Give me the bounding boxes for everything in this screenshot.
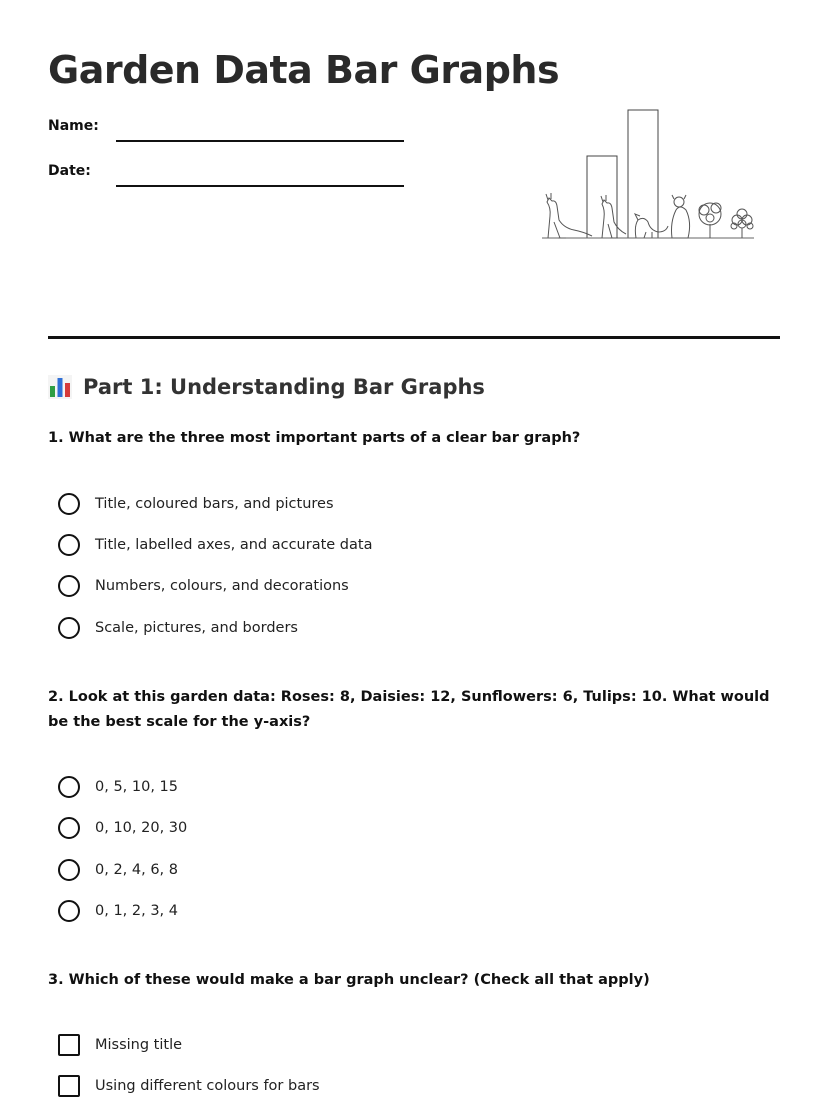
flower-icon <box>731 209 753 238</box>
radio-button[interactable] <box>58 534 80 556</box>
option-text: Title, labelled axes, and accurate data <box>95 537 373 553</box>
q2-option-2[interactable] <box>58 816 187 840</box>
q3-option-2[interactable] <box>58 1074 320 1098</box>
option-text: Numbers, colours, and decorations <box>95 578 349 594</box>
date-label: Date: <box>48 163 91 179</box>
q2-option-4[interactable] <box>58 899 178 923</box>
option-text: 0, 1, 2, 3, 4 <box>95 903 178 919</box>
radio-button[interactable] <box>58 575 80 597</box>
tree-icon <box>699 203 721 238</box>
q1-option-4[interactable] <box>58 616 298 640</box>
question-3: 3. Which of these would make a bar graph unclear? (Check all that apply) <box>48 972 650 988</box>
option-text: Scale, pictures, and borders <box>95 620 298 636</box>
checkbox[interactable] <box>58 1034 80 1056</box>
name-label: Name: <box>48 118 99 134</box>
radio-button[interactable] <box>58 776 80 798</box>
radio-button[interactable] <box>58 493 80 515</box>
part1-heading-text: Part 1: Understanding Bar Graphs <box>83 375 485 399</box>
radio-button[interactable] <box>58 617 80 639</box>
name-input-line[interactable] <box>116 140 404 142</box>
option-text: 0, 10, 20, 30 <box>95 820 188 836</box>
date-field[interactable] <box>48 163 408 189</box>
illustration-bar-short <box>587 156 617 238</box>
garden-animals-bar-illustration <box>540 104 760 244</box>
option-text: Missing title <box>95 1037 183 1053</box>
koala-icon <box>672 195 690 238</box>
q2-option-1[interactable] <box>58 775 178 799</box>
question-1: 1. What are the three most important parts of a clear bar graph? <box>48 430 581 446</box>
kangaroo-icon <box>601 195 626 238</box>
option-text: Title, coloured bars, and pictures <box>95 496 334 512</box>
date-input-line[interactable] <box>116 185 404 187</box>
radio-button[interactable] <box>58 859 80 881</box>
q2-option-3[interactable] <box>58 858 178 882</box>
option-text: 0, 5, 10, 15 <box>95 779 179 795</box>
q3-option-1[interactable] <box>58 1033 182 1057</box>
kangaroo-icon <box>546 193 592 238</box>
question-2: 2. Look at this garden data: Roses: 8, Daisies: 12, Sunflowers: 6, Tulips: 10. What would be the best scale for the y-axis? <box>48 689 770 730</box>
option-text: Using different colours for bars <box>95 1078 320 1094</box>
section-divider <box>48 336 780 339</box>
radio-button[interactable] <box>58 817 80 839</box>
option-text: 0, 2, 4, 6, 8 <box>95 862 178 878</box>
bar-chart-icon <box>48 375 72 399</box>
checkbox[interactable] <box>58 1075 80 1097</box>
q1-option-1[interactable] <box>58 492 334 516</box>
part1-heading <box>48 375 485 399</box>
possum-icon <box>635 214 668 238</box>
radio-button[interactable] <box>58 900 80 922</box>
name-field[interactable] <box>48 118 408 144</box>
q1-option-2[interactable] <box>58 533 372 557</box>
worksheet-title: Garden Data Bar Graphs <box>48 48 560 92</box>
q1-option-3[interactable] <box>58 574 349 598</box>
